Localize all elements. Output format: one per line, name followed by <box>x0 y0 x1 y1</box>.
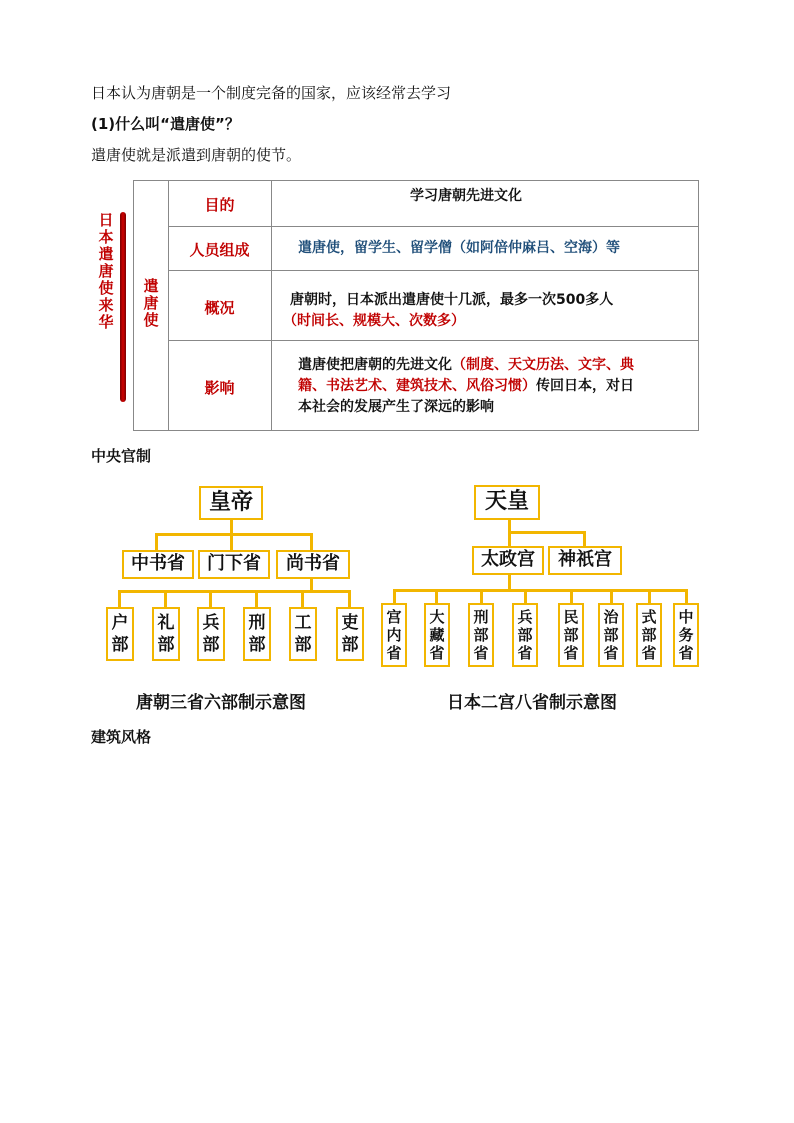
row-content-purpose: 学习唐朝先进文化 <box>410 188 522 204</box>
table-divider <box>271 180 272 431</box>
org-line <box>301 590 304 608</box>
org-line <box>155 533 158 550</box>
japan-chart-caption: 日本二宫八省制示意图 <box>447 693 617 713</box>
row-content-influence-line1 <box>298 355 634 376</box>
group-label: 遣唐使 <box>143 277 159 329</box>
org-line <box>230 518 233 534</box>
org-line <box>230 533 233 550</box>
ministry-box: 宫内省 <box>381 603 407 667</box>
influence-red2: 籍、书法艺术、建筑技术、风俗习惯） <box>298 378 536 394</box>
row-content-influence-line2 <box>298 376 634 397</box>
org-line <box>348 590 351 608</box>
office-box: 太政宫 <box>472 546 544 575</box>
org-line <box>570 589 573 604</box>
org-line <box>508 531 585 534</box>
ministry-box: 吏部 <box>336 607 364 661</box>
decorative-red-bar <box>120 212 126 402</box>
ministry-box: 户部 <box>106 607 134 661</box>
org-line <box>480 589 483 604</box>
org-line <box>310 533 313 550</box>
office-box: 神祇宫 <box>548 546 622 575</box>
row-content-influence-line3: 本社会的发展产生了深远的影响 <box>298 399 494 415</box>
influence-red1: （制度、天文历法、文字、典 <box>452 357 634 373</box>
ministry-box: 工部 <box>289 607 317 661</box>
intro-paragraph: 日本认为唐朝是一个制度完备的国家，应该经常去学习 <box>91 84 452 102</box>
org-line <box>524 589 527 604</box>
row-label-overview: 概况 <box>204 299 235 317</box>
ministry-box: 刑部 <box>243 607 271 661</box>
org-line <box>685 589 688 604</box>
table-divider <box>168 340 699 341</box>
org-line <box>255 590 258 608</box>
row-content-members: 遣唐使，留学生、留学僧（如阿倍仲麻吕、空海）等 <box>298 240 620 256</box>
answer-paragraph: 遣唐使就是派遣到唐朝的使节。 <box>91 146 302 164</box>
org-line <box>118 590 351 593</box>
org-line <box>435 589 438 604</box>
table-divider <box>168 270 699 271</box>
province-box: 门下省 <box>198 550 270 579</box>
influence-post: 传回日本，对日 <box>536 378 634 394</box>
province-box: 中书省 <box>122 550 194 579</box>
org-line <box>209 590 212 608</box>
table-side-title: 日本遣唐使来华 <box>98 211 114 331</box>
row-label-influence: 影响 <box>204 379 235 397</box>
emperor-box: 皇帝 <box>199 486 263 520</box>
section-central-heading: 中央官制 <box>91 447 152 465</box>
ministry-box: 中务省 <box>673 603 699 667</box>
ministry-box: 兵部 <box>197 607 225 661</box>
tang-chart-caption: 唐朝三省六部制示意图 <box>136 693 306 713</box>
row-label-purpose: 目的 <box>204 196 235 214</box>
section-architecture-heading: 建筑风格 <box>91 728 152 746</box>
ministry-box: 式部省 <box>636 603 662 667</box>
org-line <box>164 590 167 608</box>
ministry-box: 刑部省 <box>468 603 494 667</box>
org-line <box>648 589 651 604</box>
ministry-box: 兵部省 <box>512 603 538 667</box>
ministry-box: 大藏省 <box>424 603 450 667</box>
tenno-box: 天皇 <box>474 485 540 520</box>
org-line <box>610 589 613 604</box>
influence-pre: 遣唐使把唐朝的先进文化 <box>298 357 452 373</box>
org-line <box>393 589 396 604</box>
org-line <box>118 590 121 608</box>
ministry-box: 治部省 <box>598 603 624 667</box>
org-line <box>155 533 312 536</box>
row-content-overview-line2: （时间长、规模大、次数多） <box>283 313 465 329</box>
org-line <box>508 531 511 547</box>
row-content-overview-line1: 唐朝时，日本派出遣唐使十几派，最多一次500多人 <box>290 292 614 308</box>
table-divider <box>168 226 699 227</box>
question-heading: (1)什么叫“遣唐使”？ <box>91 115 240 133</box>
org-line <box>583 531 586 547</box>
ministry-box: 礼部 <box>152 607 180 661</box>
ministry-box: 民部省 <box>558 603 584 667</box>
row-label-members: 人员组成 <box>189 241 250 259</box>
province-box: 尚书省 <box>276 550 350 579</box>
